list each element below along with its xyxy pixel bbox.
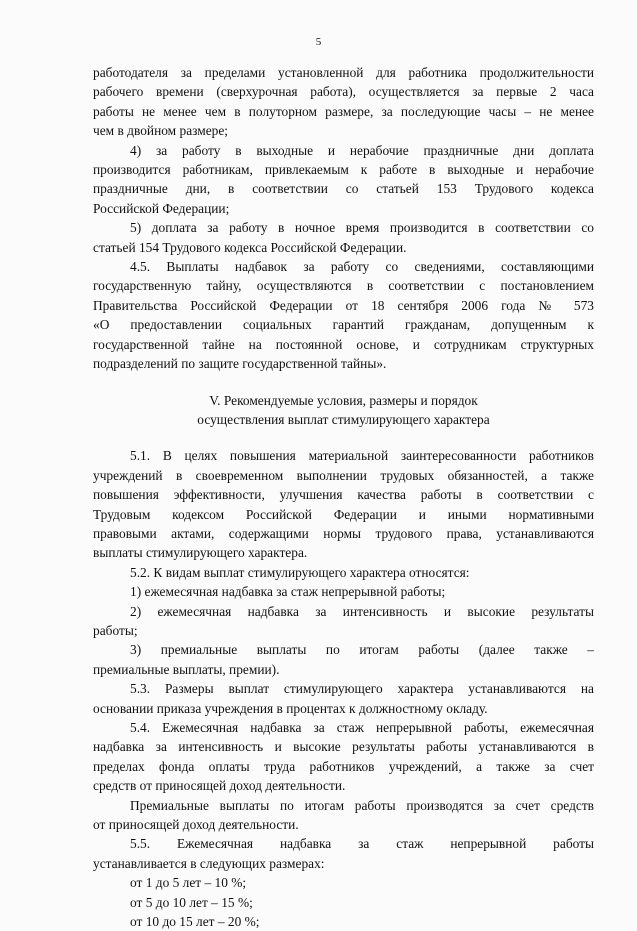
text-line: повышения эффективности, улучшения качества работы в соответствии с: [93, 487, 594, 503]
text-line: учреждений в своевременном выполнении трудовых обязанностей, а также: [93, 467, 594, 483]
text-line: средств от приносящей доход деятельности.: [93, 778, 346, 794]
text-line: от 1 до 5 лет – 10 %;: [130, 875, 247, 891]
text-line: премиальные выплаты, премии).: [93, 661, 280, 677]
text-line: 5.2. К видам выплат стимулирующего характера относятся:: [130, 564, 470, 580]
text-line: от 5 до 10 лет – 15 %;: [130, 894, 253, 910]
text-line: 5) доплата за работу в ночное время производится в соответствии со: [130, 220, 594, 236]
text-line: от приносящей доход деятельности.: [93, 817, 299, 833]
text-line: производится работникам, привлекаемым к работе в выходные и нерабочие: [93, 162, 594, 178]
text-line: статьей 154 Трудового кодекса Российской Федерации.: [93, 239, 407, 255]
section-heading-line-1: V. Рекомендуемые условия, размеры и порядок: [209, 392, 478, 408]
text-line: 5.3. Размеры выплат стимулирующего характера устанавливаются на: [130, 681, 594, 697]
text-line: от 10 до 15 лет – 20 %;: [130, 914, 260, 930]
text-line: рабочего времени (сверхурочная работа), осуществляется за первые 2 часа: [93, 84, 594, 100]
text-line: работы;: [93, 622, 138, 638]
text-line: государственной тайне на постоянной основе, и сотрудникам структурных: [93, 336, 594, 352]
text-line: устанавливается в следующих размерах:: [93, 855, 325, 871]
text-line: «О предоставлении социальных гарантий гражданам, допущенным к: [93, 317, 594, 333]
text-line: Трудовым кодексом Российской Федерации и иными нормативными: [93, 506, 594, 522]
text-line: надбавка за интенсивность и высокие результаты работы устанавливаются в: [93, 739, 594, 755]
text-line: Премиальные выплаты по итогам работы производятся за счет средств: [130, 797, 594, 813]
text-line: 5.4. Ежемесячная надбавка за стаж непрерывной работы, ежемесячная: [130, 720, 594, 735]
text-line: правовыми актами, содержащими нормы трудового права, устанавливаются: [93, 525, 594, 541]
text-line: работодателя за пределами установленной для работника продолжительности: [93, 65, 594, 80]
text-line: чем в двойном размере;: [93, 123, 229, 139]
text-block-section-4: [93, 63, 594, 374]
text-line: Российской Федерации;: [93, 200, 230, 216]
text-line: 5.1. В целях повышения материальной заинтересованности работников: [130, 448, 594, 464]
text-block-section-5: [93, 446, 594, 931]
text-line: 5.5. Ежемесячная надбавка за стаж непрерывной работы: [130, 836, 594, 852]
text-line: 4.5. Выплаты надбавок за работу со сведениями, составляющими: [130, 259, 594, 275]
text-line: праздничные дни, в соответствии со статьей 153 Трудового кодекса: [93, 181, 594, 197]
text-line: 1) ежемесячная надбавка за стаж непрерывной работы;: [130, 584, 446, 600]
text-line: Правительства Российской Федерации от 18 сентября 2006 года № 573: [93, 297, 594, 313]
text-line: пределах фонда оплаты труда работников учреждений, а также за счет: [93, 758, 594, 774]
document-body: [93, 63, 594, 931]
text-line: государственную тайну, осуществляются в соответствии с постановлением: [93, 278, 594, 294]
text-line: подразделений по защите государственной тайны».: [93, 356, 387, 372]
text-line: 3) премиальные выплаты по итогам работы (далее также –: [130, 642, 594, 658]
text-line: выплаты стимулирующего характера.: [93, 545, 308, 561]
text-line: основании приказа учреждения в процентах к должностному окладу.: [93, 700, 488, 716]
section-heading-line-2: осуществления выплат стимулирующего характера: [197, 411, 490, 427]
text-line: работы не менее чем в полуторном размере, за последующие часы – не менее: [93, 103, 594, 119]
text-line: 2) ежемесячная надбавка за интенсивность и высокие результаты: [130, 603, 594, 619]
text-line: 4) за работу в выходные и нерабочие праздничные дни доплата: [130, 142, 594, 158]
page-number: 5: [315, 36, 322, 48]
